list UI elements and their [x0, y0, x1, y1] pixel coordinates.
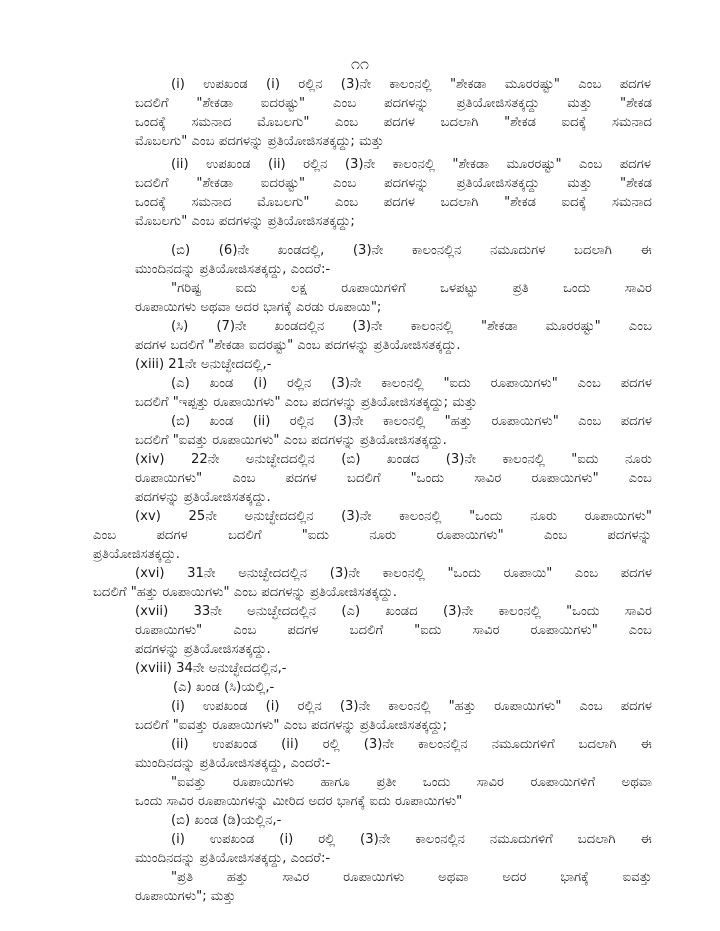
text-line: (ಸಿ) (7)ನೇ ಖಂಡದಲ್ಲಿನ (3)ನೇ ಕಾಲಂನಲ್ಲಿ "ಶೇಕಡಾ ಮೂರರಷ್ಟು" ಎಂಬ: [171, 319, 652, 334]
text-line: ಬದಲಿಗೆ "ಶೇಕಡಾ ಐದರಷ್ಟು" ಎಂಬ ಪದಗಳನ್ನು ಪ್ರತಿಯೋಜಿಸತಕ್ಕದ್ದು ಮತ್ತು "ಶೇಕಡ: [135, 96, 652, 111]
text-line: ಮುಂದಿನದನ್ನು ಪ್ರತಿಯೋಜಿಸತಕ್ಕದ್ದು, ಎಂದರೆ:-: [135, 851, 331, 866]
text-line: "ಐವತ್ತು ರೂಪಾಯಿಗಳು ಹಾಗೂ ಪ್ರತೀ ಒಂದು ಸಾವಿರ ರೂಪಾಯಿಗಳಿಗೆ ಅಥವಾ: [171, 775, 652, 790]
text-line: ರೂಪಾಯಿಗಳು ಅಥವಾ ಅದರ ಭಾಗಕ್ಕೆ ಎರಡು ರೂಪಾಯಿ";: [135, 300, 382, 315]
text-line: (xiii) 21ನೇ ಅನುಚ್ಛೇದದಲ್ಲಿ,-: [135, 357, 272, 372]
text-line: (i) ಉಪಖಂಡ (i) ರಲ್ಲಿನ (3)ನೇ ಕಾಲಂನಲ್ಲಿ "ಹತ್ತು ರೂಪಾಯಿಗಳು" ಎಂಬ ಪದಗಳ: [171, 699, 652, 714]
text-line: (ಬಿ) (6)ನೇ ಖಂಡದಲ್ಲಿ, (3)ನೇ ಕಾಲಂನಲ್ಲಿನ ನಮೂದುಗಳ ಬದಲಾಗಿ ಈ: [171, 243, 652, 258]
text-line: ಪದಗಳ ಬದಲಿಗೆ "ಶೇಕಡಾ ಐದರಷ್ಟು" ಎಂಬ ಪದಗಳನ್ನು ಪ್ರತಿಯೋಜಿಸತಕ್ಕದ್ದು.: [135, 338, 461, 353]
text-line: ಒಂದಕ್ಕೆ ಸಮನಾದ ಮೊಬಲಗು" ಎಂಬ ಪದಗಳ ಬದಲಾಗಿ "ಶೇಕಡ ಐದಕ್ಕೆ ಸಮನಾದ: [135, 115, 652, 130]
text-line: ಮುಂದಿನದನ್ನು ಪ್ರತಿಯೋಜಿಸತಕ್ಕದ್ದು, ಎಂದರೆ:-: [135, 262, 331, 277]
text-line: (xiv) 22ನೇ ಅನುಚ್ಛೇದದಲ್ಲಿನ (ಬಿ) ಖಂಡದ (3)ನೇ ಕಾಲಂನಲ್ಲಿ "ಐದು ನೂರು: [135, 452, 652, 467]
text-line: ಬದಲಿಗೆ "ಶೇಕಡಾ ಐದರಷ್ಟು" ಎಂಬ ಪದಗಳನ್ನು ಪ್ರತಿಯೋಜಿಸತಕ್ಕದ್ದು ಮತ್ತು "ಶೇಕಡ: [135, 176, 652, 191]
text-line: (ii) ಉಪಖಂಡ (ii) ರಲ್ಲಿ (3)ನೇ ಕಾಲಂನಲ್ಲಿನ ನಮೂದುಗಳಿಗೆ ಬದಲಾಗಿ ಈ: [171, 737, 652, 752]
text-line: ಮೊಬಲಗು" ಎಂಬ ಪದಗಳನ್ನು ಪ್ರತಿಯೋಜಿಸತಕ್ಕದ್ದು; ಮತ್ತು: [135, 134, 384, 149]
text-line: ಬದಲಿಗೆ "ಇಪ್ಪತ್ತು ರೂಪಾಯಿಗಳು" ಎಂಬ ಪದಗಳನ್ನು ಪ್ರತಿಯೋಜಿಸತಕ್ಕದ್ದು; ಮತ್ತು: [135, 395, 478, 410]
text-line: ಪ್ರತಿಯೋಜಿಸತಕ್ಕದ್ದು.: [93, 547, 180, 562]
text-line: "ಪ್ರತಿ ಹತ್ತು ಸಾವಿರ ರೂಪಾಯಿಗಳು ಅಥವಾ ಅದರ ಭಾಗಕ್ಕೆ ಐವತ್ತು: [171, 870, 652, 885]
text-line: (ಬಿ) ಖಂಡ (ii) ರಲ್ಲಿನ (3)ನೇ ಕಾಲಂನಲ್ಲಿ "ಹತ್ತು ರೂಪಾಯಿಗಳು" ಎಂಬ ಪದಗಳ: [171, 414, 652, 429]
text-line: (ಬಿ) ಖಂಡ (ಡಿ)ಯಲ್ಲಿನ,-: [171, 813, 282, 828]
text-line: (xviii) 34ನೇ ಅನುಚ್ಛೇದದಲ್ಲಿನ,-: [135, 661, 287, 676]
text-line: ಬದಲಿಗೆ "ಹತ್ತು ರೂಪಾಯಿಗಳು" ಎಂಬ ಪದಗಳನ್ನು ಪ್ರತಿಯೋಜಿಸತಕ್ಕದ್ದು.: [93, 585, 397, 600]
text-line: ಪದಗಳನ್ನು ಪ್ರತಿಯೋಜಿಸತಕ್ಕದ್ದು.: [135, 642, 271, 657]
text-line: (xvii) 33ನೇ ಅನುಚ್ಛೇದದಲ್ಲಿನ (ಎ) ಖಂಡದ (3)ನೇ ಕಾಲಂನಲ್ಲಿ "ಒಂದು ಸಾವಿರ: [135, 604, 652, 619]
text-line: (ಎ) ಖಂಡ (i) ರಲ್ಲಿನ (3)ನೇ ಕಾಲಂನಲ್ಲಿ "ಐದು ರೂಪಾಯಿಗಳು" ಎಂಬ ಪದಗಳ: [171, 376, 652, 391]
text-line: (xvi) 31ನೇ ಅನುಚ್ಛೇದದಲ್ಲಿನ (3)ನೇ ಕಾಲಂನಲ್ಲಿ "ಒಂದು ರೂಪಾಯಿ" ಎಂಬ ಪದಗಳ: [135, 566, 652, 581]
text-line: (i) ಉಪಖಂಡ (i) ರಲ್ಲಿನ (3)ನೇ ಕಾಲಂನಲ್ಲಿ "ಶೇಕಡಾ ಮೂರರಷ್ಟು" ಎಂಬ ಪದಗಳ: [171, 77, 651, 92]
text-line: "ಗರಿಷ್ಟ ಐದು ಲಕ್ಷ ರೂಪಾಯಿಗಳಿಗೆ ಒಳಪಟ್ಟು ಪ್ರತಿ ಒಂದು ಸಾವಿರ: [171, 281, 652, 296]
text-line: ಎಂಬ ಪದಗಳ ಬದಲಿಗೆ "ಐದು ನೂರು ರೂಪಾಯಿಗಳು" ಎಂಬ ಪದಗಳನ್ನು: [93, 528, 652, 543]
text-line: ಪದಗಳನ್ನು ಪ್ರತಿಯೋಜಿಸತಕ್ಕದ್ದು.: [135, 490, 271, 505]
text-line: ರೂಪಾಯಿಗಳು" ಎಂಬ ಪದಗಳ ಬದಲಿಗೆ "ಐದು ಸಾವಿರ ರೂಪಾಯಿಗಳು" ಎಂಬ: [135, 623, 652, 638]
text-line: (ಎ) ಖಂಡ (ಸಿ)ಯಲ್ಲಿ,-: [173, 680, 275, 695]
text-line: ರೂಪಾಯಿಗಳು"; ಮತ್ತು: [135, 889, 236, 904]
text-line: ರೂಪಾಯಿಗಳು" ಎಂಬ ಪದಗಳ ಬದಲಿಗೆ "ಒಂದು ಸಾವಿರ ರೂಪಾಯಿಗಳು" ಎಂಬ: [135, 471, 652, 486]
text-line: ಬದಲಿಗೆ "ಐವತ್ತು ರೂಪಾಯಿಗಳು" ಎಂಬ ಪದಗಳನ್ನು ಪ್ರತಿಯೋಜಿಸತಕ್ಕದ್ದು;: [135, 718, 448, 733]
page-number: ೧೧: [351, 54, 369, 73]
text-line: (ii) ಉಪಖಂಡ (ii) ರಲ್ಲಿನ (3)ನೇ ಕಾಲಂನಲ್ಲಿ "ಶೇಕಡಾ ಮೂರರಷ್ಟು" ಎಂಬ ಪದಗಳ: [171, 157, 651, 172]
text-line: ಮುಂದಿನದನ್ನು ಪ್ರತಿಯೋಜಿಸತಕ್ಕದ್ದು, ಎಂದರೆ:-: [135, 756, 331, 771]
text-line: (xv) 25ನೇ ಅನುಚ್ಛೇದದಲ್ಲಿನ (3)ನೇ ಕಾಲಂನಲ್ಲಿ "ಒಂದು ನೂರು ರೂಪಾಯಿಗಳು": [135, 509, 652, 524]
text-line: ಒಂದು ಸಾವಿರ ರೂಪಾಯಿಗಳನ್ನು ಮೀರಿದ ಅದರ ಭಾಗಕ್ಕೆ ಐದು ರೂಪಾಯಿಗಳು": [135, 794, 463, 809]
text-line: ಮೊಬಲಗು" ಎಂಬ ಪದಗಳನ್ನು ಪ್ರತಿಯೋಜಿಸತಕ್ಕದ್ದು;: [135, 214, 355, 229]
text-line: ಬದಲಿಗೆ "ಐವತ್ತು ರೂಪಾಯಿಗಳು" ಎಂಬ ಪದಗಳನ್ನು ಪ್ರತಿಯೋಜಿಸತಕ್ಕದ್ದು.: [135, 433, 447, 448]
text-line: ಒಂದಕ್ಕೆ ಸಮನಾದ ಮೊಬಲಗು" ಎಂಬ ಪದಗಳ ಬದಲಾಗಿ "ಶೇಕಡ ಐದಕ್ಕೆ ಸಮನಾದ: [135, 195, 652, 210]
text-line: (i) ಉಪಖಂಡ (i) ರಲ್ಲಿ (3)ನೇ ಕಾಲಂನಲ್ಲಿನ ನಮೂದುಗಳಿಗೆ ಬದಲಾಗಿ ಈ: [171, 832, 652, 847]
